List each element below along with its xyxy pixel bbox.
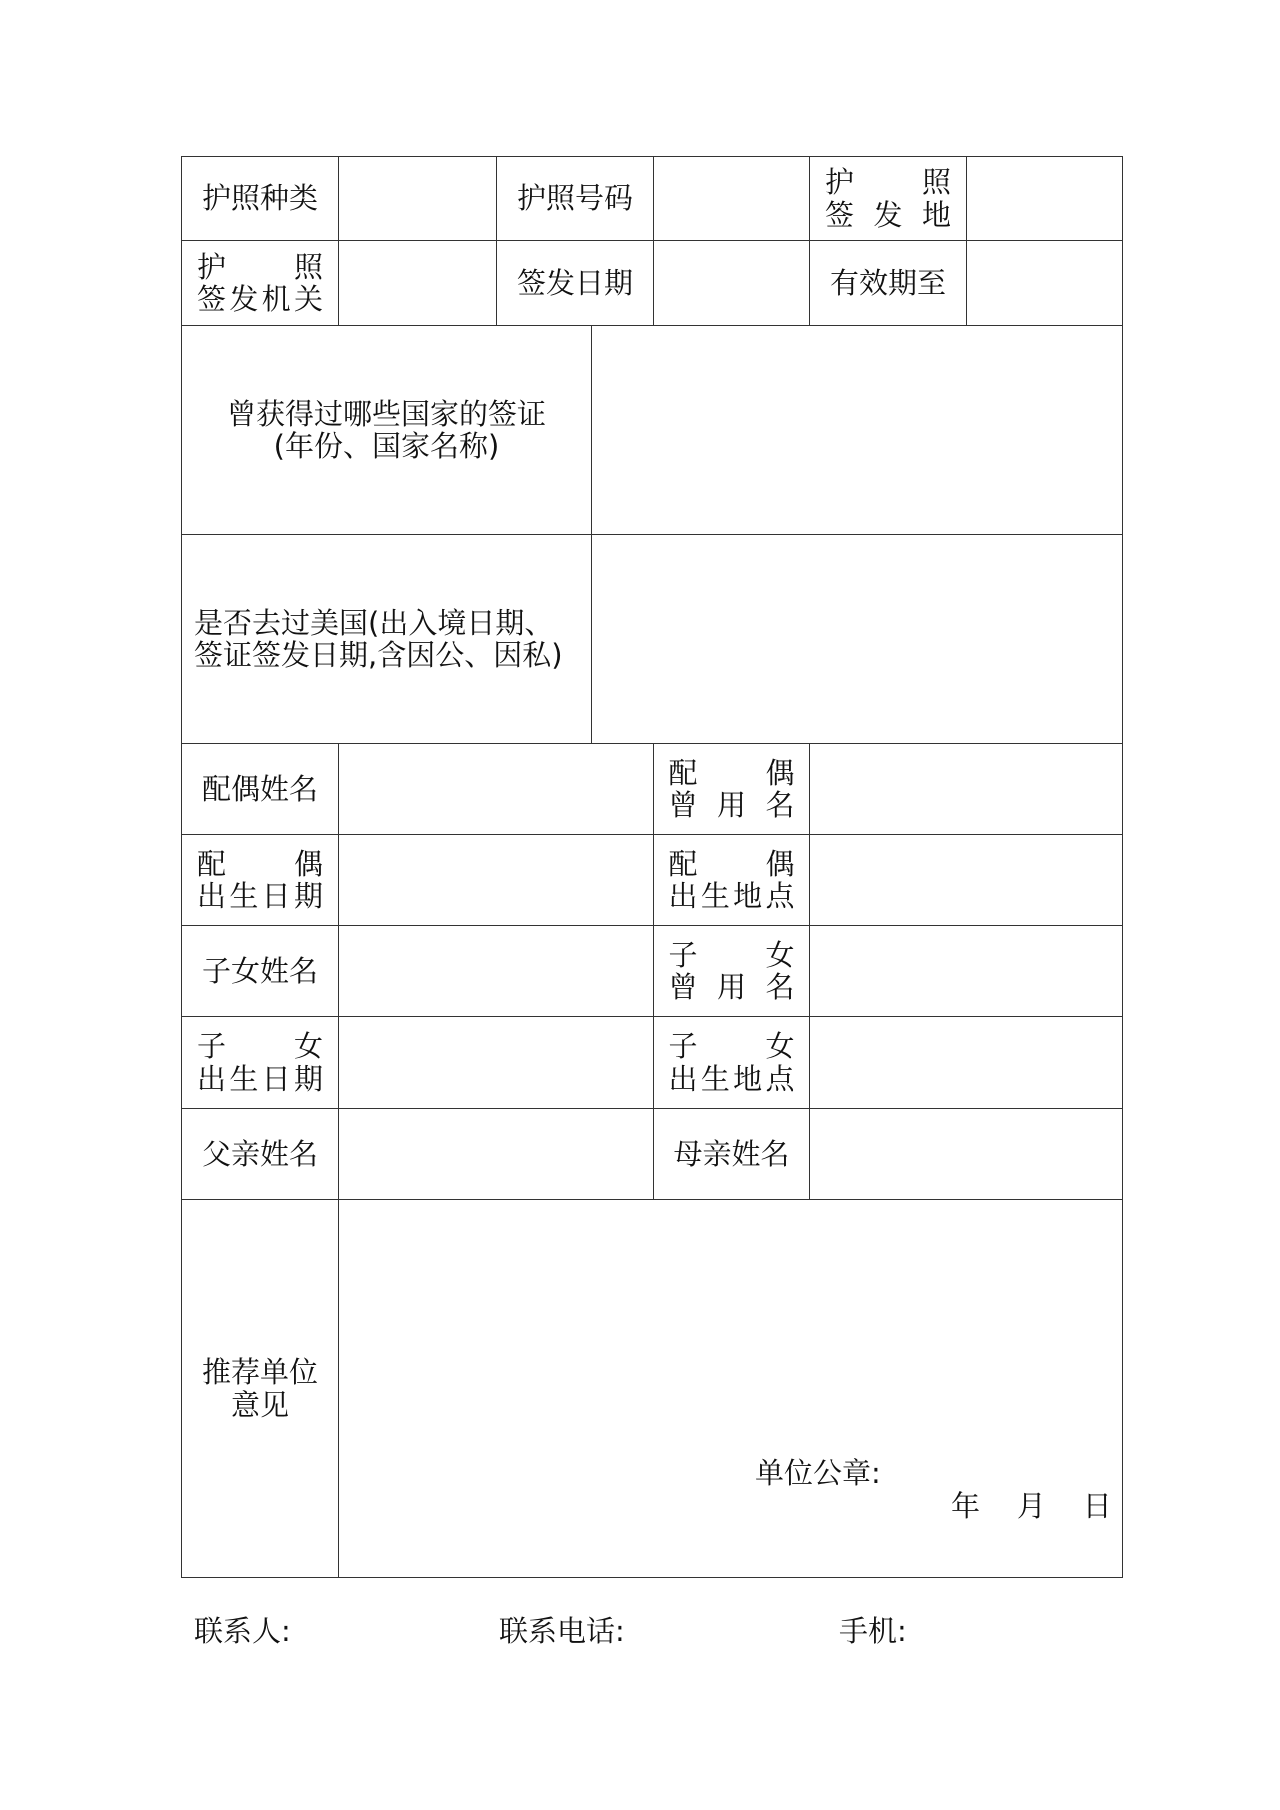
label-text: 母亲姓名 [673, 1136, 790, 1171]
field-visas[interactable] [591, 325, 1123, 535]
label-line: 配 偶 [668, 846, 795, 881]
field-issue-place[interactable] [966, 156, 1123, 241]
label-line: (年份、国家名称) [273, 429, 500, 463]
field-usa[interactable] [591, 534, 1123, 744]
field-spouse-former-name[interactable] [809, 743, 1123, 835]
label-mother-name [653, 1108, 810, 1200]
date-label: 年 月 日 [951, 1489, 1112, 1523]
label-spouse-birth-place [653, 834, 810, 926]
label-line: 是否去过美国(出入境日期、 [194, 605, 554, 640]
label-passport-number [496, 156, 654, 241]
field-child-birth-date[interactable] [338, 1016, 654, 1109]
label-issue-place [809, 156, 967, 241]
field-passport-number[interactable] [653, 156, 810, 241]
contact-person-label: 联系人: [194, 1614, 291, 1648]
label-line: 护 照 [197, 249, 323, 284]
label-spouse-name [181, 743, 339, 835]
label-usa [181, 534, 592, 744]
label-spouse-birth-date [181, 834, 339, 926]
label-text: 签发日期 [516, 265, 633, 300]
label-line: 签发地 [825, 197, 951, 232]
label-visas [181, 325, 592, 535]
label-line: 出生日期 [197, 1061, 323, 1096]
label-text: 父亲姓名 [201, 1136, 318, 1171]
mobile-label: 手机: [839, 1614, 907, 1648]
label-line: 子 女 [197, 1029, 323, 1064]
label-line: 签证签发日期,含因公、因私) [194, 638, 563, 672]
label-line: 签发机关 [197, 282, 323, 316]
field-spouse-birth-date[interactable] [338, 834, 654, 926]
contact-phone-label: 联系电话: [499, 1614, 625, 1648]
label-line: 曾获得过哪些国家的签证 [226, 396, 546, 431]
seal-label: 单位公章: [755, 1456, 881, 1490]
field-valid-until[interactable] [966, 240, 1123, 326]
label-line: 配 偶 [668, 755, 795, 790]
label-child-name [181, 925, 339, 1017]
label-recommendation [181, 1199, 339, 1578]
label-text: 护照号码 [516, 181, 633, 216]
field-spouse-birth-place[interactable] [809, 834, 1123, 926]
field-child-name[interactable] [338, 925, 654, 1017]
label-child-former-name [653, 925, 810, 1017]
label-line: 推荐单位 [201, 1355, 318, 1390]
field-child-former-name[interactable] [809, 925, 1123, 1017]
label-issuing-authority [181, 240, 339, 326]
label-father-name [181, 1108, 339, 1200]
label-line: 意见 [230, 1387, 289, 1422]
label-line: 出生地点 [668, 1061, 795, 1096]
label-line: 出生日期 [197, 879, 323, 913]
label-text: 配偶姓名 [201, 771, 318, 806]
field-passport-type[interactable] [338, 156, 497, 241]
label-line: 曾用名 [668, 970, 795, 1004]
label-line: 曾用名 [668, 788, 795, 822]
field-mother-name[interactable] [809, 1108, 1123, 1200]
label-line: 配 偶 [197, 846, 323, 881]
label-spouse-former-name [653, 743, 810, 835]
field-spouse-name[interactable] [338, 743, 654, 835]
label-valid-until [809, 240, 967, 326]
label-text: 有效期至 [829, 265, 946, 300]
label-issue-date [496, 240, 654, 326]
label-child-birth-date [181, 1016, 339, 1109]
field-father-name[interactable] [338, 1108, 654, 1200]
label-child-birth-place [653, 1016, 810, 1109]
label-text: 护照种类 [201, 181, 318, 216]
field-issuing-authority[interactable] [338, 240, 497, 326]
label-line: 子 女 [668, 1029, 795, 1064]
label-line: 出生地点 [668, 879, 795, 913]
label-line: 子 女 [668, 937, 795, 972]
field-child-birth-place[interactable] [809, 1016, 1123, 1109]
field-issue-date[interactable] [653, 240, 810, 326]
label-line: 护 照 [825, 165, 951, 200]
label-passport-type [181, 156, 339, 241]
label-text: 子女姓名 [201, 953, 318, 988]
